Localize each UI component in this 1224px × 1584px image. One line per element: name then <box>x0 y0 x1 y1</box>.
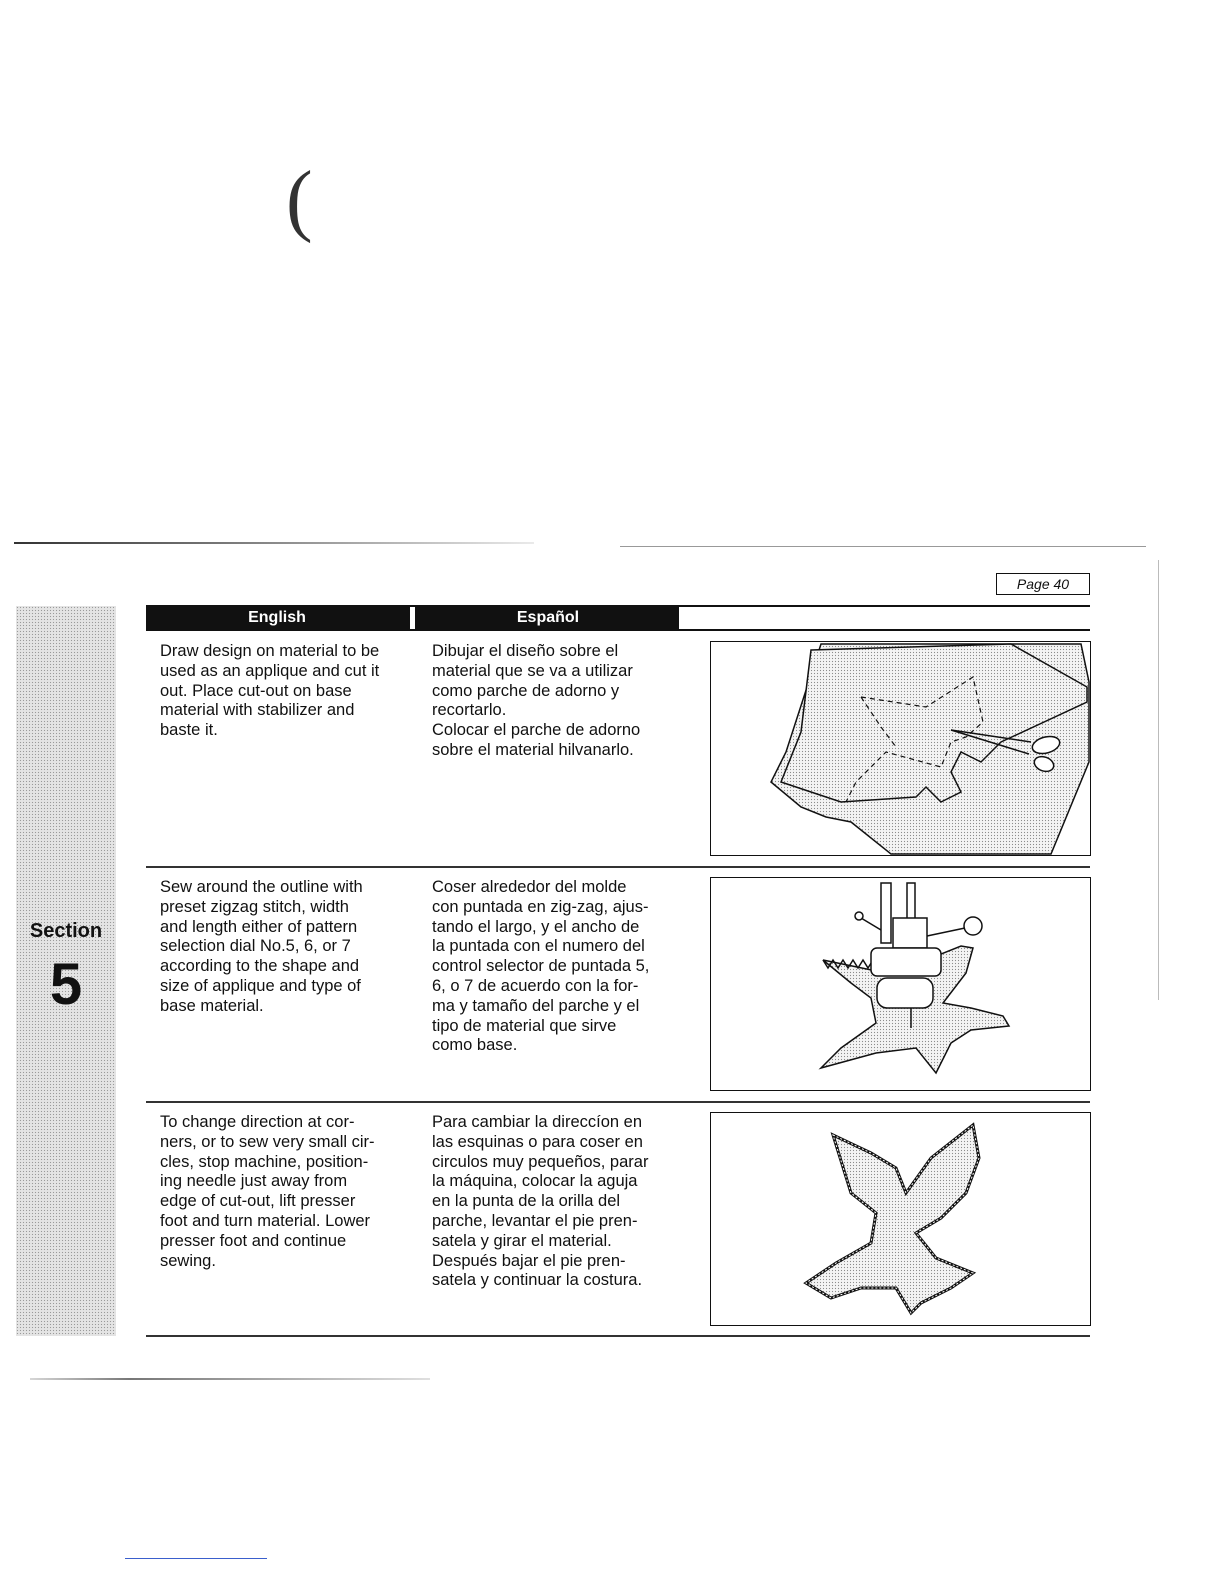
row3-figure <box>710 1112 1091 1326</box>
row2-english-text: Sew around the outline with preset zigzag stitch, width and length either of pattern selection dial No.5, 6, or 7 according to the shape and size of applique and type of base material. <box>160 878 363 1015</box>
scissors-cutting-applique-illustration <box>711 642 1090 855</box>
row3-divider <box>146 1335 1090 1337</box>
row2-spanish-text: Coser alrededor del molde con puntada en zig-zag, ajus- tando el largo, y el ancho de la puntada con el numero del control selector de puntada 5, 6, o 7 de acuerdo con la for- ma y tamaño del parche y el tipo de material que sirve como base. <box>432 878 650 1055</box>
header-bottom-rule <box>146 629 1090 631</box>
header-separator <box>408 607 417 629</box>
section-number: 5 <box>49 952 83 1017</box>
scan-edge-line-bottom <box>30 1378 430 1380</box>
finished-applique-leaf-illustration <box>711 1113 1090 1325</box>
page-number-box: Page 40 <box>996 573 1090 595</box>
blue-underline-artifact <box>125 1558 267 1559</box>
scan-edge-line-top <box>14 542 534 544</box>
scan-edge-line-right <box>1158 560 1159 1000</box>
stray-pen-mark: ( <box>286 156 313 244</box>
row3-english-text: To change direction at cor- ners, or to sew very small cir- cles, stop machine, position- ing needle just away from edge of cut-out, lift presser foot and turn material. Lower presser foot and continue sewing. <box>160 1113 375 1270</box>
row1-figure <box>710 641 1091 856</box>
row1-divider <box>146 866 1090 868</box>
english-header: English <box>146 607 408 629</box>
scan-edge-line-top-right <box>620 546 1146 547</box>
row2-divider <box>146 1101 1090 1103</box>
row1-spanish-text: Dibujar el diseño sobre el material que se va a utilizar como parche de adorno y recortarlo. Colocar el parche de adorno sobre el material hilvanarlo. <box>432 642 641 759</box>
sewing-machine-foot-illustration <box>711 878 1090 1090</box>
row1-english-text: Draw design on material to be used as an applique and cut it out. Place cut-out on base material with stabilizer and baste it. <box>160 642 380 740</box>
row3-spanish-text: Para cambiar la direccíon en las esquinas o para coser en circulos muy pequeños, parar la máquina, colocar la aguja en la punta de la orilla del parche, levantar el pie pren- satela y girar el material. Después bajar el pie pren- satela y continuar la costura. <box>432 1113 649 1290</box>
row2-figure <box>710 877 1091 1091</box>
spanish-header: Español <box>417 607 679 629</box>
section-label: Section <box>29 920 103 942</box>
